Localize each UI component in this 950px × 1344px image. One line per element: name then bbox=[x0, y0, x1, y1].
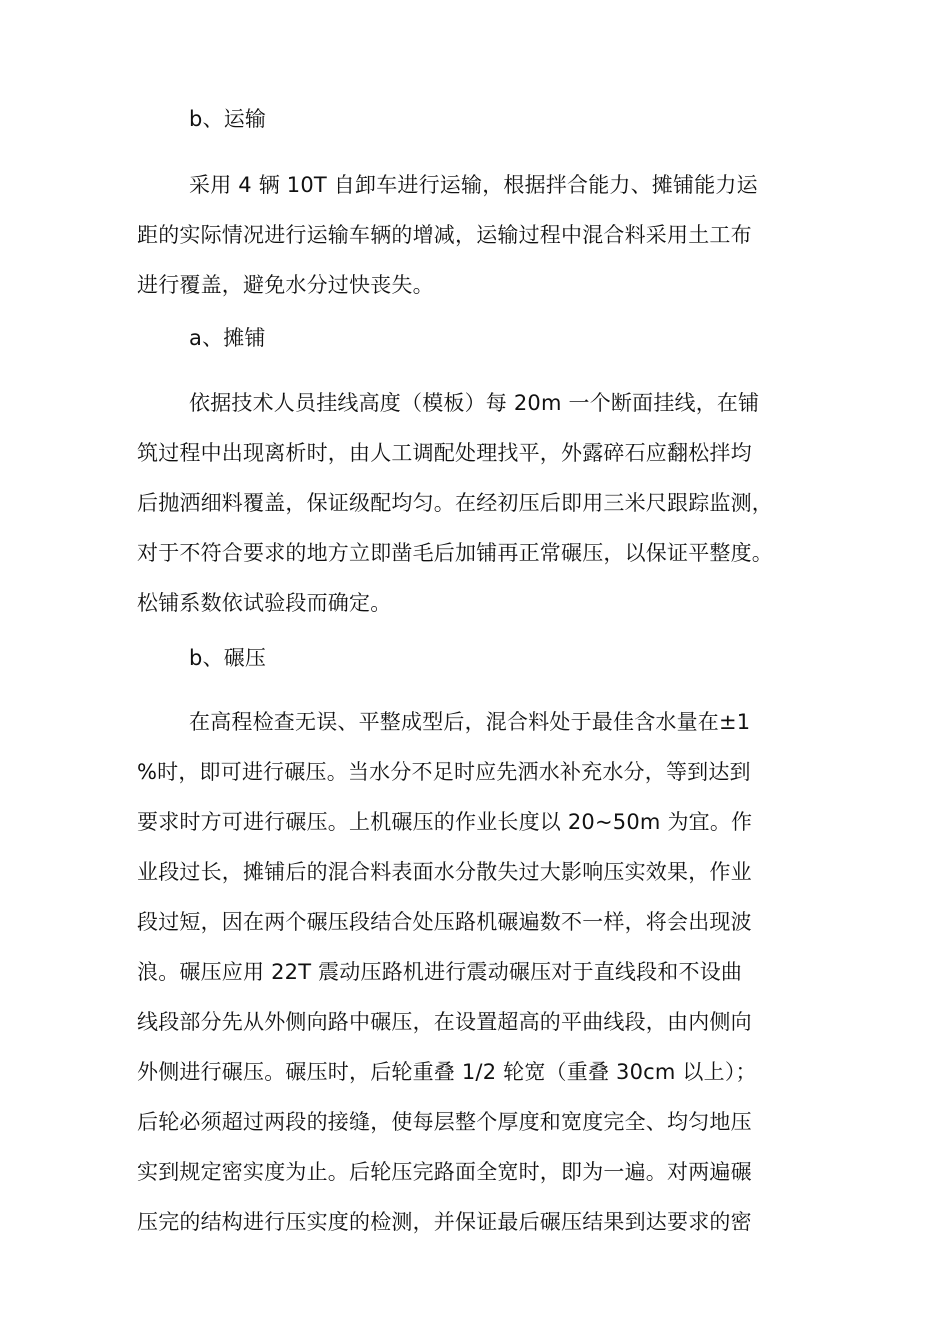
paragraph-line: 进行覆盖，避免水分过快丧失。 bbox=[137, 273, 434, 297]
paragraph-line: 依据技术人员挂线高度（模板）每 20m 一个断面挂线，在铺 bbox=[189, 391, 760, 415]
paragraph-line: 松铺系数依试验段而确定。 bbox=[137, 591, 392, 615]
paragraph-line: 后抛洒细料覆盖，保证级配均匀。在经初压后即用三米尺跟踪监测， bbox=[137, 491, 773, 515]
section-heading-transport: b、运输 bbox=[189, 107, 267, 131]
section-heading-paving: a、摊铺 bbox=[189, 326, 266, 350]
paragraph-line: 在高程检查无误、平整成型后，混合料处于最佳含水量在±1 bbox=[189, 710, 751, 734]
paragraph-line: 段过短，因在两个碾压段结合处压路机碾遍数不一样，将会出现波 bbox=[137, 910, 752, 934]
paragraph-line: %时，即可进行碾压。当水分不足时应先洒水补充水分，等到达到 bbox=[137, 760, 751, 784]
paragraph-line: 采用 4 辆 10T 自卸车进行运输，根据拌合能力、摊铺能力运 bbox=[189, 173, 758, 197]
paragraph-line: 业段过长，摊铺后的混合料表面水分散失过大影响压实效果，作业 bbox=[137, 860, 752, 884]
paragraph-line: 实到规定密实度为止。后轮压完路面全宽时，即为一遍。对两遍碾 bbox=[137, 1160, 752, 1184]
paragraph-line: 压完的结构进行压实度的检测，并保证最后碾压结果到达要求的密 bbox=[137, 1210, 752, 1234]
paragraph-line: 线段部分先从外侧向路中碾压，在设置超高的平曲线段，由内侧向 bbox=[137, 1010, 752, 1034]
paragraph-line: 对于不符合要求的地方立即凿毛后加铺再正常碾压，以保证平整度。 bbox=[137, 541, 773, 565]
paragraph-line: 浪。碾压应用 22T 震动压路机进行震动碾压对于直线段和不设曲 bbox=[137, 960, 743, 984]
section-heading-rolling: b、碾压 bbox=[189, 646, 267, 670]
paragraph-line: 筑过程中出现离析时，由人工调配处理找平，外露碎石应翻松拌均 bbox=[137, 441, 752, 465]
paragraph-line: 后轮必须超过两段的接缝，使每层整个厚度和宽度完全、均匀地压 bbox=[137, 1110, 752, 1134]
paragraph-line: 外侧进行碾压。碾压时，后轮重叠 1/2 轮宽（重叠 30cm 以上）； bbox=[137, 1060, 757, 1084]
paragraph-line: 要求时方可进行碾压。上机碾压的作业长度以 20~50m 为宜。作 bbox=[137, 810, 753, 834]
paragraph-line: 距的实际情况进行运输车辆的增减，运输过程中混合料采用土工布 bbox=[137, 223, 752, 247]
